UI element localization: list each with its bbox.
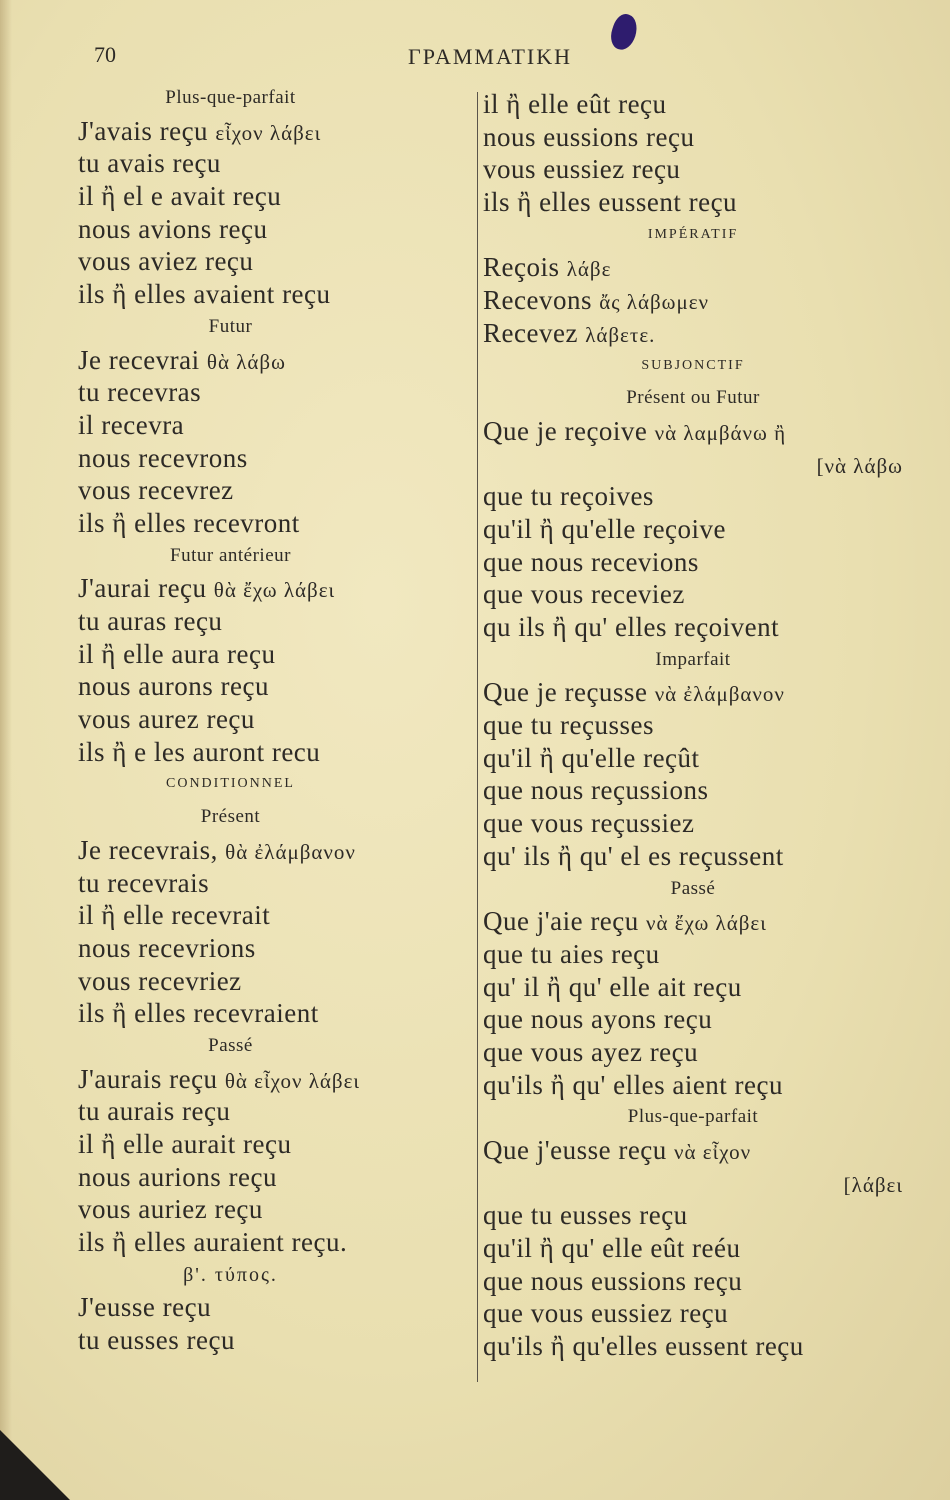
french-form: tu aurais reçu	[78, 1096, 231, 1127]
conjugation-line	[78, 1291, 473, 1324]
french-form: Reçois	[483, 252, 567, 283]
conjugation-line	[78, 703, 473, 736]
greek-translation: λάβε	[566, 257, 612, 282]
section-heading	[78, 1030, 473, 1063]
conjugation-line	[78, 932, 473, 965]
conjugation-line	[483, 284, 903, 317]
section-heading	[78, 82, 473, 115]
french-form: nous aurons reçu	[78, 671, 269, 702]
conjugation-line	[483, 88, 903, 121]
conjugation-line	[483, 1232, 903, 1265]
conjugation-line	[483, 1199, 903, 1232]
conjugation-line	[483, 1134, 903, 1167]
conjugation-line	[483, 448, 903, 481]
section-heading	[483, 1101, 903, 1134]
conjugation-line	[78, 899, 473, 932]
french-form: qu'ils ἢ qu' elles aient reçu	[483, 1069, 784, 1100]
conjugation-line	[78, 376, 473, 409]
french-form: il ἢ elle eût reçu	[483, 89, 667, 119]
french-form: Que j'eusse reçu	[483, 1135, 675, 1165]
torn-page-corner	[0, 1430, 70, 1500]
french-form: Que je reçusse	[483, 677, 655, 708]
conjugation-line	[78, 245, 473, 278]
conjugation-line	[78, 736, 473, 769]
greek-translation: λάβετε.	[585, 322, 656, 347]
french-form: tu eusses reçu	[78, 1325, 235, 1356]
greek-translation: εἶχον λάβει	[215, 120, 322, 145]
greek-translation: [λάβει	[843, 1172, 903, 1197]
french-form: que tu aies reçu	[483, 938, 660, 969]
conjugation-line	[78, 180, 473, 213]
conjugation-line	[78, 115, 473, 148]
page-edge-shadow	[0, 0, 12, 1500]
french-form: il ἢ elle aurait reçu	[78, 1129, 292, 1159]
greek-translation: νὰ ἔχω λάβει	[646, 911, 767, 936]
conjugation-line	[483, 774, 903, 807]
french-form: que nous ayons reçu	[483, 1004, 713, 1035]
french-form: J'aurai reçu	[78, 573, 214, 604]
section-heading	[78, 801, 473, 834]
conjugation-line	[483, 1167, 903, 1200]
french-form: Recevez	[483, 317, 586, 348]
page-header	[0, 38, 950, 78]
french-form: tu recevrais	[78, 867, 210, 898]
conjugation-line	[483, 676, 903, 709]
page-number: 70	[94, 42, 116, 67]
conjugation-line	[483, 1036, 903, 1069]
conjugation-line	[483, 840, 903, 873]
french-form: ils ἢ elles recevraient	[78, 998, 319, 1029]
conjugation-line	[483, 611, 903, 644]
column-divider	[477, 92, 478, 1382]
section-heading-text: Passé	[670, 877, 716, 899]
greek-translation: νὰ ἐλάμβανον	[654, 682, 785, 707]
conjugation-line	[483, 251, 903, 284]
conjugation-line	[483, 1297, 903, 1330]
section-heading-text: CONDITIONNEL	[166, 776, 295, 792]
conjugation-line	[483, 317, 903, 350]
conjugation-line	[483, 1265, 903, 1298]
french-form: qu' il ἢ qu' elle ait reçu	[483, 971, 742, 1002]
conjugation-line	[483, 415, 903, 448]
greek-translation: [νὰ λάβω	[816, 453, 903, 478]
french-form: que nous recevions	[483, 546, 699, 577]
right-column	[483, 88, 903, 1363]
conjugation-line	[78, 605, 473, 638]
conjugation-line	[78, 965, 473, 998]
conjugation-line	[78, 147, 473, 180]
section-heading	[78, 1259, 473, 1292]
conjugation-line	[78, 474, 473, 507]
french-form: ils ἢ elles avaient reçu	[78, 279, 331, 310]
conjugation-line	[483, 1069, 903, 1102]
french-form: tu avais reçu	[78, 148, 221, 179]
french-form: qu'il ἢ qu'elle reçoive	[483, 513, 727, 544]
section-heading-text: Imparfait	[655, 648, 731, 670]
french-form: vous recevrez	[78, 475, 234, 506]
conjugation-line	[78, 997, 473, 1030]
french-form: vous eussiez reçu	[483, 154, 681, 185]
section-heading	[483, 873, 903, 906]
section-heading	[78, 768, 473, 801]
conjugation-line	[78, 1324, 473, 1357]
french-form: ils ἢ e les auront recu	[78, 736, 321, 767]
french-form: vous aviez reçu	[78, 246, 254, 277]
conjugation-line	[483, 1003, 903, 1036]
section-heading-text: Futur	[208, 315, 253, 337]
french-form: que vous receviez	[483, 579, 685, 610]
conjugation-line	[78, 572, 473, 605]
conjugation-line	[78, 834, 473, 867]
french-form: que vous reçussiez	[483, 808, 695, 839]
french-form: Que je reçoive	[483, 415, 655, 446]
conjugation-line	[78, 1128, 473, 1161]
conjugation-line	[483, 938, 903, 971]
french-form: vous recevriez	[78, 965, 242, 996]
left-column	[78, 82, 473, 1357]
french-form: tu auras reçu	[78, 606, 223, 636]
french-form: Recevons	[483, 285, 600, 316]
conjugation-line	[78, 213, 473, 246]
french-form: que tu eusses reçu	[483, 1200, 688, 1231]
french-form: il ἢ elle aura reçu	[78, 638, 276, 669]
greek-translation: θὰ ἔχω λάβει	[213, 578, 336, 603]
french-form: Que j'aie reçu	[483, 906, 647, 937]
french-form: J'avais reçu	[78, 115, 216, 146]
french-form: il ἢ elle recevrait	[78, 900, 271, 931]
conjugation-line	[483, 905, 903, 938]
conjugation-line	[78, 409, 473, 442]
section-heading-text: Présent	[200, 806, 261, 828]
greek-translation: ἄς λάβωμεν	[599, 290, 710, 315]
section-heading	[483, 350, 903, 383]
conjugation-line	[483, 1330, 903, 1363]
greek-translation: θὰ λάβω	[206, 349, 286, 374]
french-form: nous avions reçu	[78, 213, 268, 244]
section-heading	[78, 540, 473, 573]
french-form: que vous ayez reçu	[483, 1036, 699, 1067]
conjugation-line	[483, 578, 903, 611]
conjugation-line	[483, 971, 903, 1004]
conjugation-line	[78, 670, 473, 703]
running-title: ΓΡΑΜΜΑΤΙΚΗ	[408, 44, 572, 69]
conjugation-line	[78, 867, 473, 900]
french-form: J'aurais reçu	[78, 1063, 225, 1094]
section-heading	[483, 382, 903, 415]
french-form: qu'ils ἢ qu'elles eussent reçu	[483, 1331, 804, 1362]
french-form: qu' ils ἢ qu' el es reçussent	[483, 840, 784, 871]
french-form: J'eusse reçu	[78, 1292, 212, 1323]
greek-translation: θὰ εἶχον λάβει	[224, 1068, 361, 1093]
section-heading-text: Futur antérieur	[170, 544, 291, 566]
french-form: qu'il ἢ qu' elle eût reéu	[483, 1233, 741, 1264]
conjugation-line	[483, 480, 903, 513]
french-form: que nous reçussions	[483, 775, 709, 806]
conjugation-line	[78, 638, 473, 671]
section-heading	[78, 311, 473, 344]
conjugation-line	[78, 1095, 473, 1128]
french-form: vous auriez reçu	[78, 1194, 263, 1225]
conjugation-line	[483, 807, 903, 840]
french-form: ils ἢ elles eussent reçu	[483, 187, 738, 218]
conjugation-line	[483, 513, 903, 546]
section-heading-text: Passé	[208, 1034, 253, 1056]
conjugation-line	[483, 546, 903, 579]
french-form: nous recevrions	[78, 932, 256, 963]
french-form: tu recevras	[78, 377, 202, 408]
french-form: Je recevrais,	[78, 834, 226, 865]
conjugation-line	[483, 186, 903, 219]
conjugation-line	[78, 1193, 473, 1226]
section-heading	[483, 644, 903, 677]
french-form: que nous eussions reçu	[483, 1265, 743, 1296]
conjugation-line	[78, 507, 473, 540]
section-heading-text: SUBJONCTIF	[641, 357, 745, 373]
greek-translation: νὰ εἶχον	[674, 1140, 752, 1164]
conjugation-line	[78, 1226, 473, 1259]
conjugation-line	[78, 1161, 473, 1194]
french-form: nous eussions reçu	[483, 121, 695, 152]
french-form: qu ils ἢ qu' elles reçoivent	[483, 612, 780, 642]
french-form: il ἢ el e avait reçu	[78, 181, 282, 212]
french-form: que tu reçoives	[483, 481, 654, 512]
section-heading	[483, 219, 903, 252]
french-form: vous aurez reçu	[78, 704, 255, 735]
section-heading-text: Présent ou Futur	[626, 387, 760, 409]
conjugation-line	[78, 442, 473, 475]
conjugation-line	[483, 742, 903, 775]
french-form: nous aurions reçu	[78, 1161, 277, 1192]
section-heading-text: β'. τύπος.	[183, 1263, 278, 1286]
french-form: que vous eussiez reçu	[483, 1298, 729, 1329]
greek-translation: νὰ λαμβάνω ἢ	[654, 420, 787, 445]
french-form: ils ἢ elles auraient reçu.	[78, 1227, 348, 1258]
section-heading-text: Plus-que-parfait	[627, 1106, 759, 1128]
french-form: ils ἢ elles recevront	[78, 507, 300, 538]
french-form: Je recevrai	[78, 344, 207, 375]
conjugation-line	[78, 278, 473, 311]
section-heading-text: IMPÉRATIF	[647, 226, 739, 242]
french-form: nous recevrons	[78, 442, 248, 473]
greek-translation: θὰ ἐλάμβανον	[225, 839, 356, 864]
conjugation-line	[483, 153, 903, 186]
conjugation-line	[483, 709, 903, 742]
french-form: il recevra	[78, 409, 185, 440]
section-heading-text: Plus-que-parfait	[165, 87, 296, 108]
conjugation-line	[78, 1063, 473, 1096]
conjugation-line	[78, 344, 473, 377]
conjugation-line	[483, 121, 903, 154]
french-form: qu'il ἢ qu'elle reçût	[483, 742, 700, 773]
french-form: que tu reçusses	[483, 710, 654, 741]
